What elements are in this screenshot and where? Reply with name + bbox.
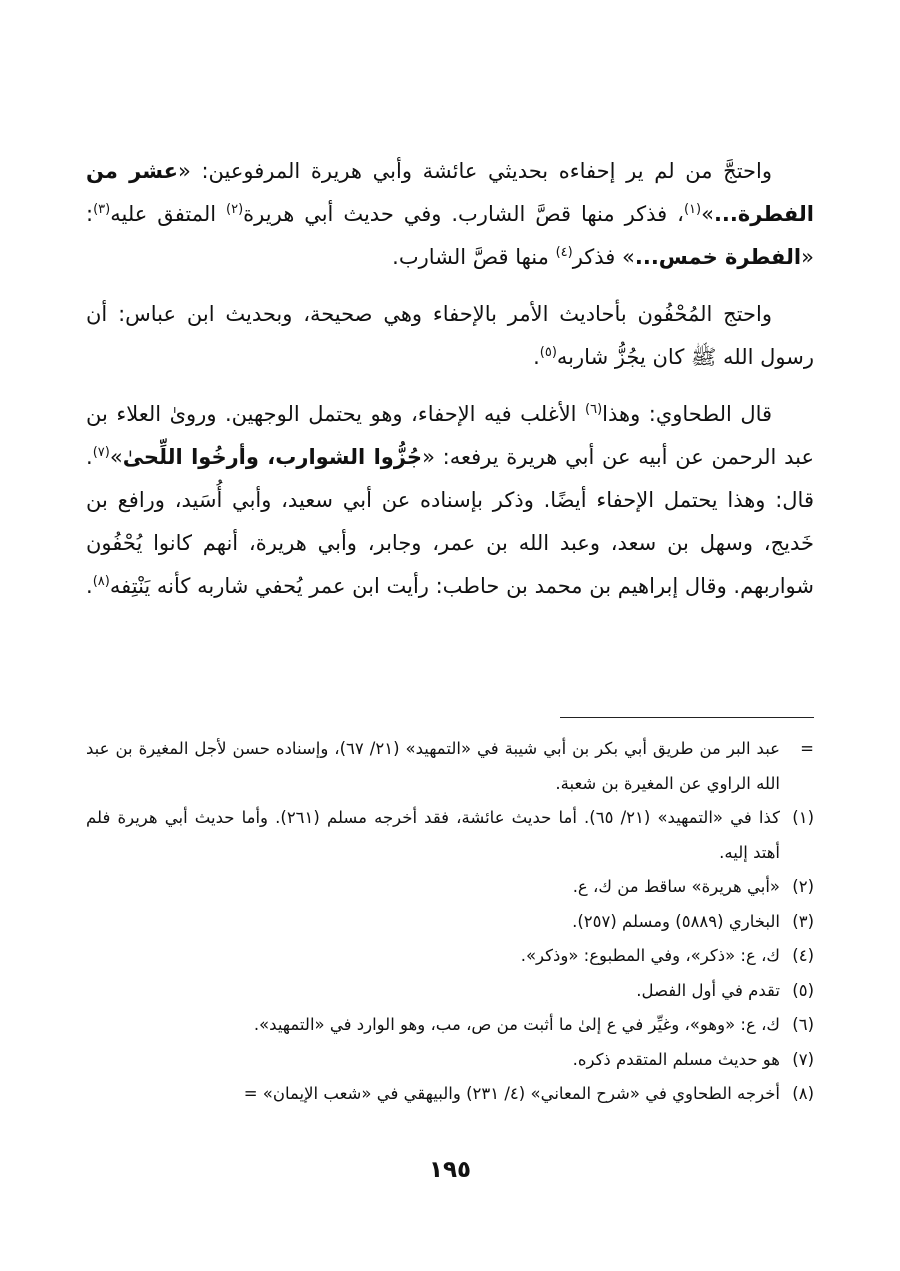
footnote-ref-1[interactable]: (١) [683, 202, 702, 217]
hadith-quote: الفطرة خمس... [634, 245, 802, 269]
text-run: المتفق عليه [110, 202, 227, 226]
footnote-item [86, 801, 814, 870]
footnote-ref-3[interactable]: (٣) [93, 202, 111, 217]
text-run: » [701, 202, 714, 226]
footnote-item [86, 939, 814, 974]
text-run: الأغلب فيه الإحفاء، وهو يحتمل الوجهين. وروىٰ العلاء بن عبد الرحمن عن أبيه عن أبي هريرة يرفعه: « [86, 402, 814, 469]
footnote-item [86, 905, 814, 940]
footnote-ref-6[interactable]: (٦) [585, 402, 603, 417]
footnote-ref-5[interactable]: (٥) [539, 345, 557, 360]
paragraph-3 [86, 393, 814, 608]
footnote-ref-8[interactable]: (٨) [92, 574, 110, 589]
main-text [86, 150, 814, 608]
footnote-text: عبد البر من طريق أبي بكر بن أبي شيبة في «التمهيد» (٢١/ ٦٧)، وإسناده حسن لأجل المغيرة بن عبد الله الراوي عن المغيرة بن شعبة. [86, 739, 781, 793]
footnote-text: «أبي هريرة» ساقط من ك، ع. [572, 877, 780, 896]
footnote-item [86, 974, 814, 1009]
text-run: واحتجَّ من لم ير إحفاءه بحديثي عائشة وأبي هريرة المرفوعين: « [177, 159, 772, 183]
footnote-ref-2[interactable]: (٢) [226, 202, 244, 217]
text-run: واحتج المُحْفُون بأحاديث الأمر بالإحفاء وهي صحيحة، وبحديث ابن عباس: أن رسول الله ﷺ كان يجُزُّ شاربه [86, 302, 814, 369]
text-run: . [86, 574, 93, 598]
text-run: . [533, 345, 540, 369]
text-run: ، فذكر منها قصَّ الشارب. وفي حديث أبي هريرة [243, 202, 684, 226]
footnote-text: كذا في «التمهيد» (٢١/ ٦٥). أما حديث عائشة، فقد أخرجه مسلم (٢٦١). وأما حديث أبي هريرة فلم أهتد إليه. [86, 808, 781, 862]
text-run: . قال: وهذا يحتمل الإحفاء أيضًا. وذكر بإسناده عن أبي سعيد، وأبي أُسَيد، ورافع بن خَديج، وسهل بن سعد، وعبد الله بن عمر، وجابر، وأبي هريرة، أنهم كانوا يُحْفُون شواربهم. وقال إبراهيم بن محمد بن حاطب: رأيت ابن عمر يُحفي شاربه كأنه يَنْتِفه [86, 445, 814, 598]
hadith-quote: عشر من الفطرة... [86, 159, 814, 226]
text-run: منها قصَّ الشارب. [392, 245, 556, 269]
footnote-number: (٦) [792, 1015, 814, 1034]
text-run: : « [86, 202, 814, 269]
footnote-number: (٥) [792, 980, 814, 1000]
hadith-quote: جُزُّوا الشوارب، وأرخُوا اللِّحىٰ [122, 445, 423, 469]
footnote-text: ك، ع: «ذكر»، وفي المطبوع: «وذكر». [520, 946, 780, 965]
footnote-number: (٢) [792, 877, 814, 896]
footnote-item [86, 1043, 814, 1078]
footnote-number: (٧) [792, 1049, 814, 1069]
paragraph-gap [86, 379, 814, 393]
page-number: ١٩٥ [428, 1157, 472, 1183]
footnote-number: (٤) [792, 946, 814, 965]
paragraph-2 [86, 293, 814, 379]
footnote-item [86, 870, 814, 905]
footnote-text: أخرجه الطحاوي في «شرح المعاني» (٤/ ٢٣١) والبيهقي في «شعب الإيمان» = [243, 1084, 780, 1103]
footnote-text: ك، ع: «وهو»، وغيِّر في ع إلىٰ ما أثبت من ص، مب، وهو الوارد في «التمهيد». [253, 1015, 780, 1034]
footnote-number: = [800, 739, 814, 758]
footnotes-section [86, 732, 814, 1112]
footnote-number: (١) [792, 808, 814, 827]
text-run: » فذكر [572, 245, 635, 269]
paragraph-1 [86, 150, 814, 279]
footnote-separator [560, 717, 814, 718]
footnote-text: البخاري (٥٨٨٩) ومسلم (٢٥٧). [572, 911, 780, 931]
footnote-text: تقدم في أول الفصل. [636, 980, 780, 1000]
footnote-ref-4[interactable]: (٤) [555, 245, 573, 260]
footnote-text: هو حديث مسلم المتقدم ذكره. [572, 1049, 780, 1069]
footnote-number: (٨) [792, 1084, 814, 1103]
footnote-item [86, 732, 814, 801]
text-run: » [109, 445, 123, 469]
paragraph-gap [86, 279, 814, 293]
footnote-item [86, 1008, 814, 1043]
text-run: قال الطحاوي: وهذا [602, 402, 773, 426]
footnote-ref-7[interactable]: (٧) [92, 445, 110, 460]
footnote-number: (٣) [792, 911, 814, 931]
footnote-item [86, 1077, 814, 1112]
